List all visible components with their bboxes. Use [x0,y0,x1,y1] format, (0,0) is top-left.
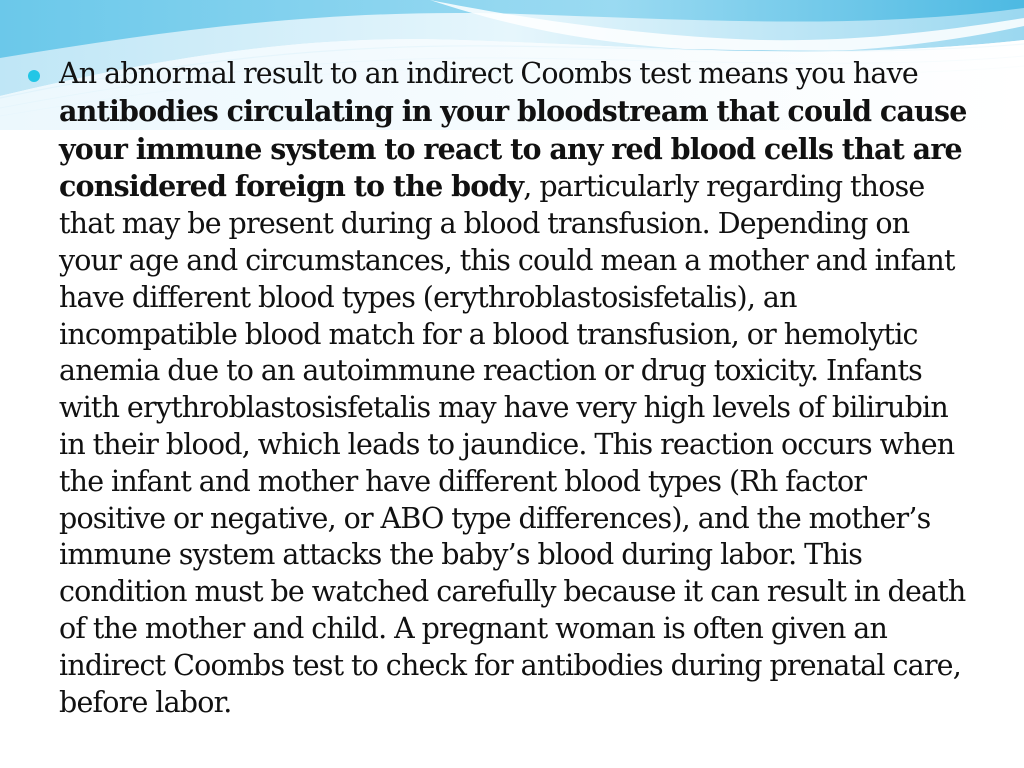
bullet-paragraph [59,56,968,721]
slide-content [28,56,968,721]
bullet-item [28,56,968,721]
bullet-text-intro: An abnormal result to an indirect Coombs test means you have [59,57,918,90]
bullet-dot-icon [28,70,40,82]
bullet-text-rest: , particularly regarding those that may be present during a blood transfusion. Depending on your age and circumstances, this could mean a mother and infant have different blood types (erythroblastosisfetalis), an incompatible blood match for a blood transfusion, or hemolytic anemia due to an autoimmune reaction or drug toxicity. Infants with erythroblastosisfetalis may have very high levels of bilirubin in their blood, which leads to jaundice. This reaction occurs when the infant and mother have different blood types (Rh factor positive or negative, or ABO type differences), and the mother’s immune system attacks the baby’s blood during labor. This condition must be watched carefully because it can result in death of the mother and child. A pregnant woman is often given an indirect Coombs test to check for antibodies during prenatal care, before labor. [59,170,966,719]
bullet-text-bold: antibodies circulating in your bloodstream that could cause your immune system to react to any red blood cells that are considered foreign to the body [59,93,967,204]
